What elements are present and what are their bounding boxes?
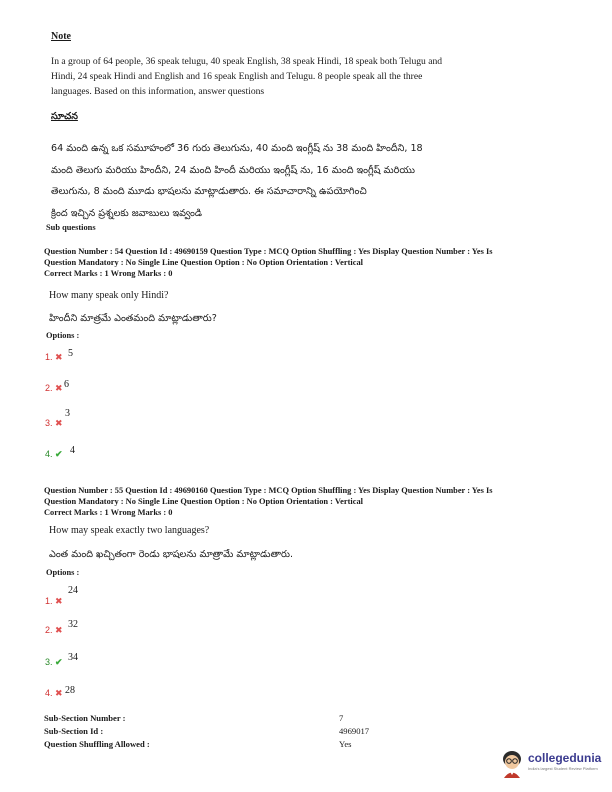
options-label: Options : (46, 331, 80, 340)
question-text-en: How many speak only Hindi? (49, 290, 169, 301)
question-text-te: హిందీని మాత్రమే ఎంతమంది మాట్లాడుతారు? (49, 313, 217, 324)
option-value: 3 (65, 408, 70, 419)
cross-icon: ✖ (55, 383, 63, 393)
question-marks: Correct Marks : 1 Wrong Marks : 0 (44, 269, 173, 278)
question-meta: Question Number : 55 Question Id : 49690160 Question Type : MCQ Option Shuffling : Yes Display Question Number : Yes Is (44, 486, 493, 495)
cross-icon: ✖ (55, 596, 63, 606)
note-heading: Note (51, 31, 71, 42)
option-number: 2. (45, 383, 53, 393)
option-item[interactable] (45, 352, 63, 363)
sub-section-id-value: 4969017 (339, 726, 370, 736)
cross-icon: ✖ (55, 418, 63, 428)
cross-icon: ✖ (55, 688, 63, 698)
student-mascot-icon (498, 748, 526, 778)
option-value: 5 (68, 348, 73, 359)
option-number: 2. (45, 625, 53, 635)
logo-name: collegedunia (528, 751, 602, 765)
option-item[interactable] (45, 625, 63, 636)
option-value: 34 (68, 652, 78, 663)
option-number: 1. (45, 352, 53, 362)
check-icon: ✔ (55, 657, 63, 667)
option-value: 32 (68, 619, 78, 630)
question-meta: Question Number : 54 Question Id : 49690159 Question Type : MCQ Option Shuffling : Yes Display Question Number : Yes Is (44, 247, 493, 256)
sub-section-id-label: Sub-Section Id : (44, 726, 104, 736)
note-paragraph: In a group of 64 people, 36 speak telugu, 40 speak English, 38 speak Hindi, 18 speak both Telugu and Hindi, 24 speak Hindi and English and 16 speak English and Telugu. 8 people speak all the three languages. Based on this information, answer questions (51, 56, 443, 97)
option-item[interactable] (45, 596, 63, 607)
question-text-te: ఎంత మంది ఖచ్చితంగా రెండు భాషలను మాత్రామే మాట్లాడుతారు. (49, 549, 294, 560)
option-item[interactable] (45, 449, 63, 460)
option-number: 3. (45, 657, 53, 667)
option-value: 28 (65, 685, 75, 696)
option-value: 4 (70, 445, 75, 456)
option-number: 3. (45, 418, 53, 428)
option-value: 24 (68, 585, 78, 596)
logo-tagline: India's largest Student Review Platform (528, 766, 598, 771)
option-item[interactable] (45, 383, 63, 394)
question-text-en: How may speak exactly two languages? (49, 525, 210, 536)
question-meta: Question Mandatory : No Single Line Question Option : No Option Orientation : Vertical (44, 258, 363, 267)
check-icon: ✔ (55, 449, 63, 459)
telugu-note-line: మంది తెలుగు మరియు హిందీని, 24 మంది హిందీ మరియు ఇంగ్లీష్ ను, 16 మంది ఇంగ్లీష్ మరియు (51, 165, 415, 176)
telugu-note-line: 64 మంది ఉన్న ఒక సమూహంలో 36 గురు తెలుగును, 40 మంది ఇంగ్లీష్ ను 38 మంది హిందీని, 18 (51, 143, 423, 154)
telugu-note-line: క్రింద ఇచ్చిన ప్రశ్నలకు జవాబులు ఇవ్వండి (51, 208, 203, 219)
telugu-note-line: తెలుగును, 8 మంది మూడు భాషలను మాట్లాడుతారు. ఈ సమాచారాన్ని ఉపయోగించి (51, 186, 367, 197)
option-number: 4. (45, 688, 53, 698)
sub-section-number-value: 7 (339, 713, 344, 723)
option-number: 4. (45, 449, 53, 459)
sub-questions-label: Sub questions (46, 223, 96, 232)
sub-section-number-label: Sub-Section Number : (44, 713, 126, 723)
question-marks: Correct Marks : 1 Wrong Marks : 0 (44, 508, 173, 517)
option-item[interactable] (45, 418, 63, 429)
question-shuffling-label: Question Shuffling Allowed : (44, 739, 150, 749)
option-item[interactable] (45, 657, 63, 668)
cross-icon: ✖ (55, 352, 63, 362)
telugu-note-heading: సూచన (51, 111, 78, 122)
question-shuffling-value: Yes (339, 739, 352, 749)
cross-icon: ✖ (55, 625, 63, 635)
option-value: 6 (64, 379, 69, 390)
option-item[interactable] (45, 688, 63, 699)
options-label: Options : (46, 568, 80, 577)
collegedunia-logo (498, 748, 602, 778)
option-number: 1. (45, 596, 53, 606)
question-meta: Question Mandatory : No Single Line Question Option : No Option Orientation : Vertical (44, 497, 363, 506)
